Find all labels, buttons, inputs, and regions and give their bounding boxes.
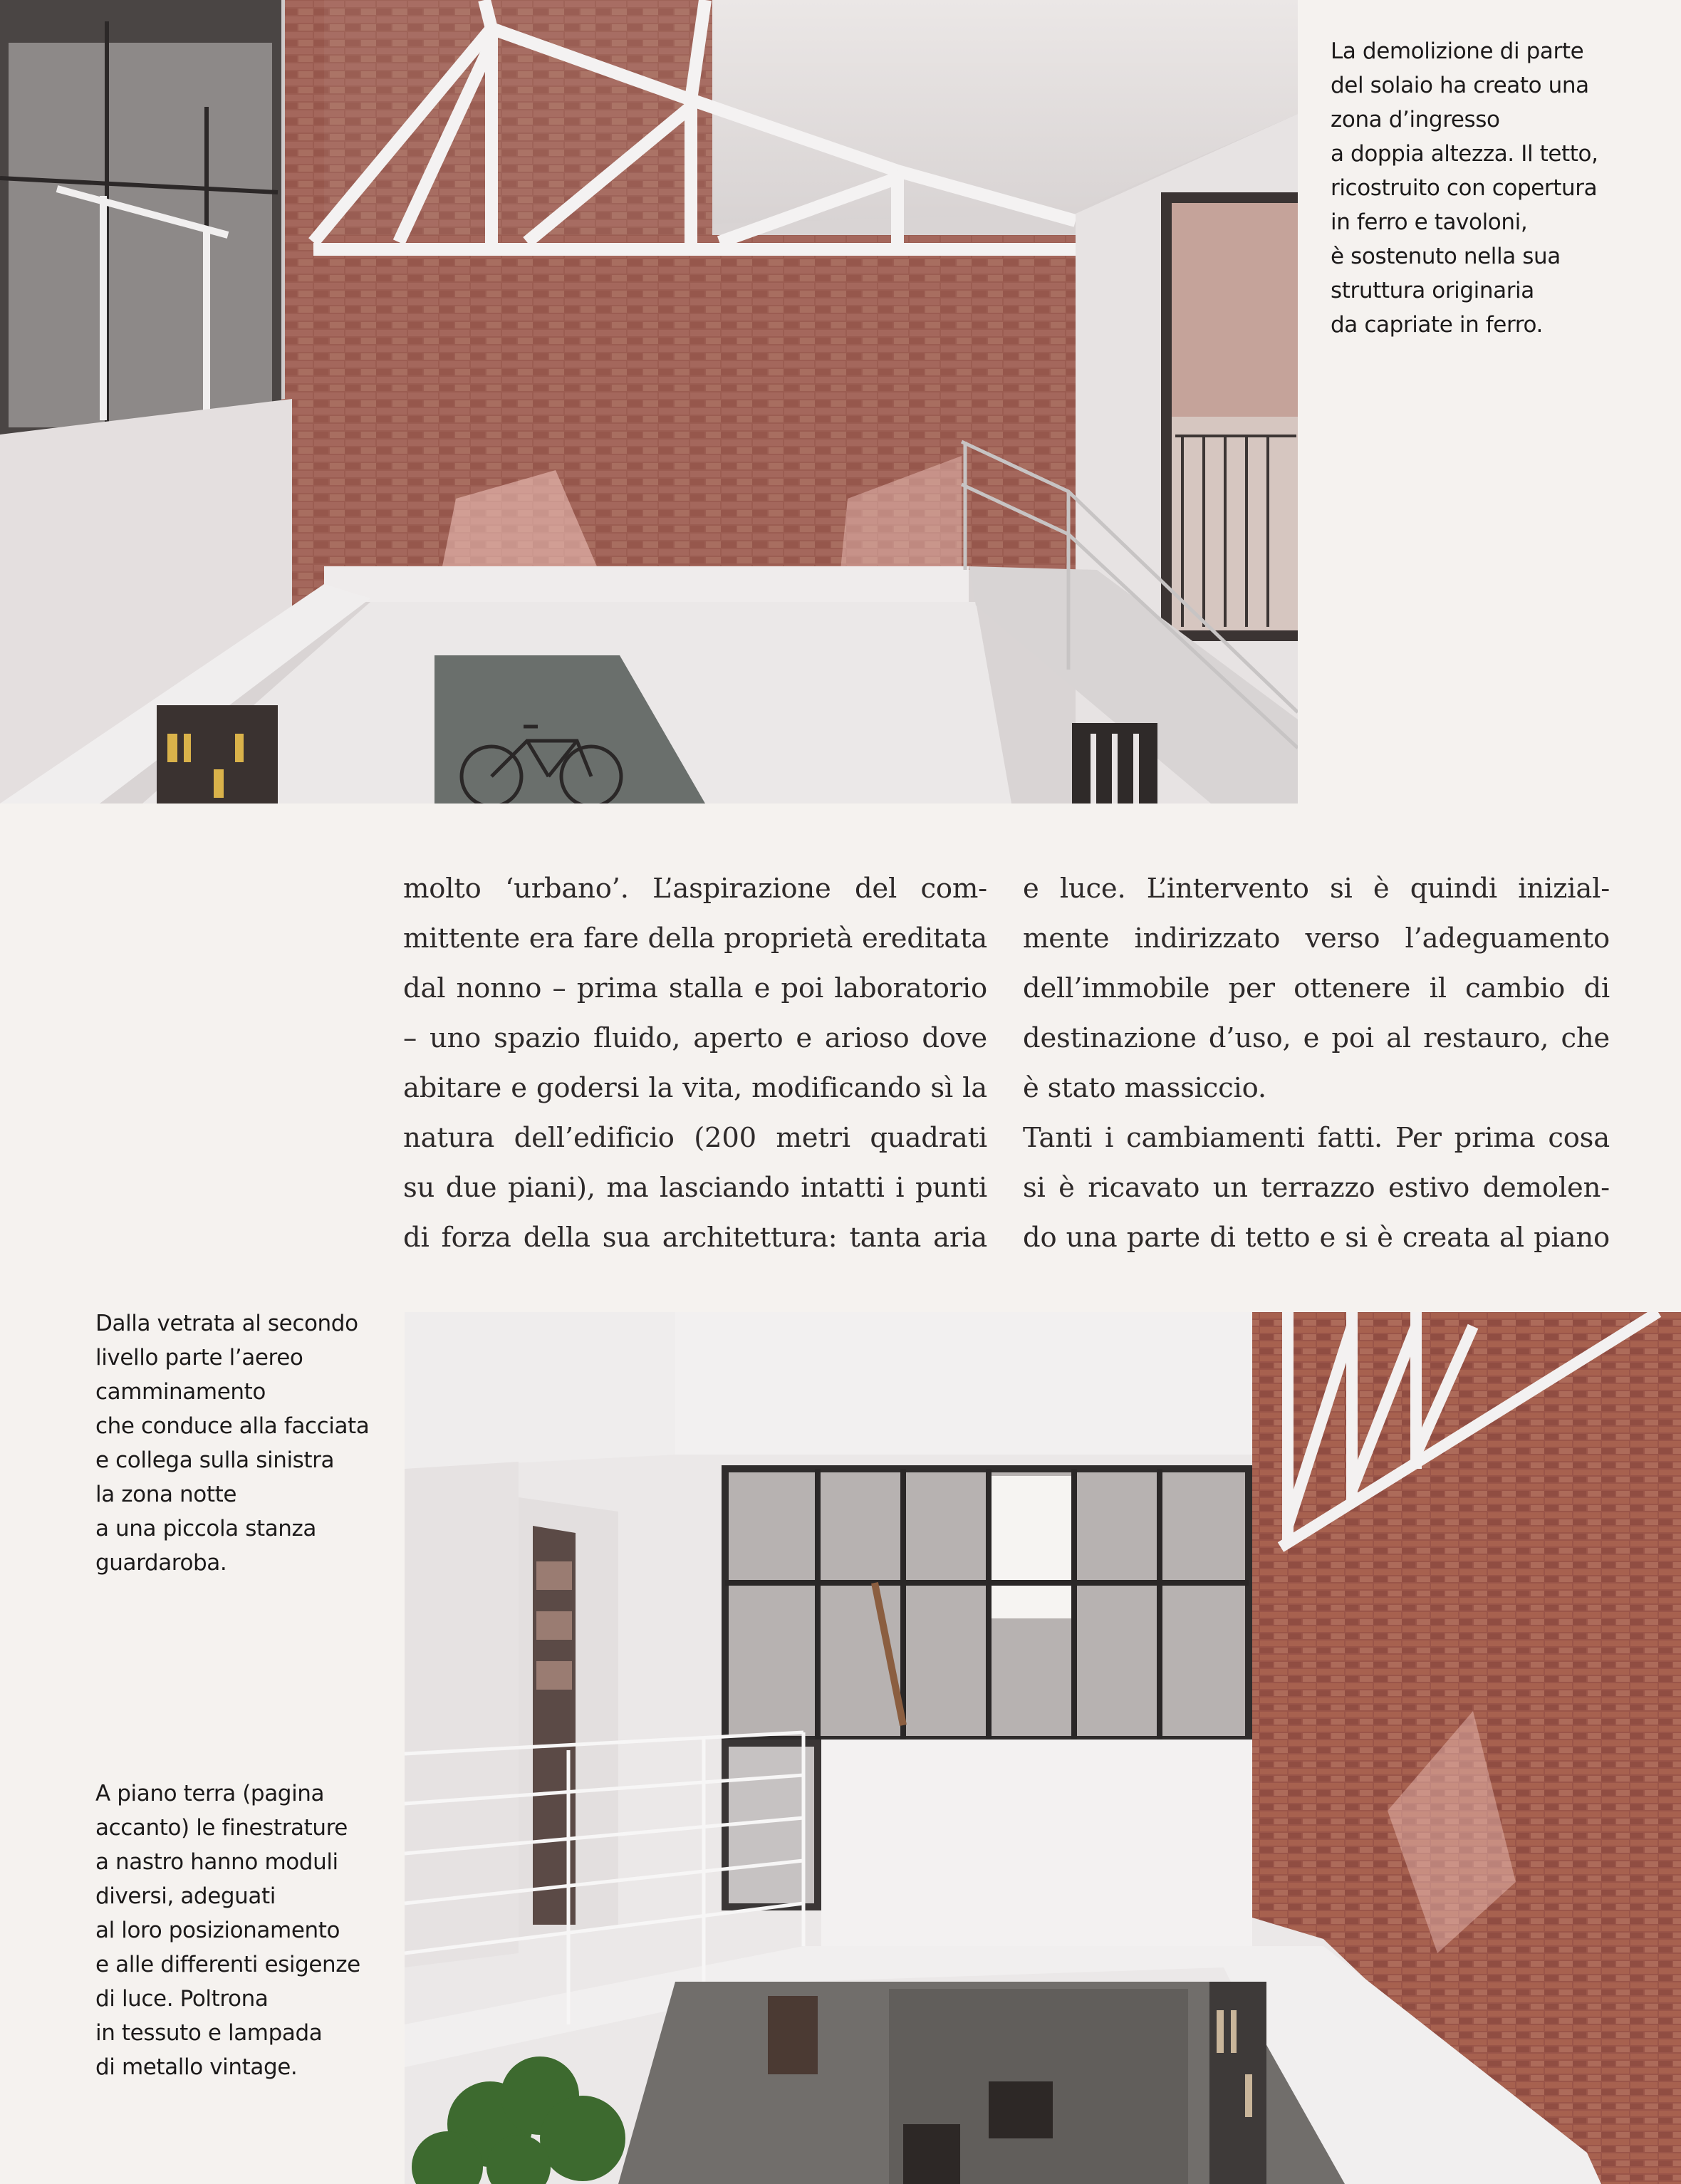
article-line: dell’immobile per ottenere il cambio di (1023, 972, 1610, 1004)
article-line: Tanti i cambiamenti fatti. Per prima cosa (1023, 1122, 1610, 1154)
bottom-photo-walkway (405, 1312, 1681, 2184)
article-line: di forza della sua architettura: tanta aria (403, 1222, 987, 1254)
article-line: dal nonno – prima stalla e poi laboratorio (403, 972, 987, 1004)
article-line: mittente era fare della proprietà ereditata (403, 922, 987, 955)
article-line: e luce. L’intervento si è quindi inizial- (1023, 873, 1610, 905)
caption-left-middle: Dalla vetrata al secondo livello parte l’aereo camminamento che conduce alla facciata e collega sulla sinistra la zona notte a una piccola stanza guardaroba. (95, 1311, 370, 1576)
article-column-2 (1023, 864, 1610, 1263)
article-line: – uno spazio fluido, aperto e arioso dove (403, 1022, 987, 1054)
article-line: destinazione d’uso, e poi al restauro, che (1023, 1022, 1610, 1054)
caption-left-bottom: A piano terra (pagina accanto) le finestrature a nastro hanno moduli diversi, adeguati al loro posizionamento e alle differenti esigenze di luce. Poltrona in tessuto e lampada di metallo vintage. (95, 1781, 360, 2080)
article-column-1 (403, 864, 987, 1263)
caption-top-right: La demolizione di parte del solaio ha creato una zona d’ingresso a doppia altezza. Il tetto, ricostruito con copertura in ferro e tavoloni, è sostenuto nella sua struttura originaria da capriate in ferro. (1331, 38, 1598, 338)
article-line: abitare e godersi la vita, modificando sì la (403, 1072, 987, 1104)
top-photo-entrance (0, 0, 1298, 804)
article-line: mente indirizzato verso l’adeguamento (1023, 922, 1610, 955)
article-line: molto ‘urbano’. L’aspirazione del com- (403, 873, 987, 905)
article-line: do una parte di tetto e si è creata al piano (1023, 1222, 1610, 1254)
article-line: su due piani), ma lasciando intatti i punti (403, 1172, 987, 1204)
article-line: si è ricavato un terrazzo estivo demolen- (1023, 1172, 1610, 1204)
article-line: è stato massiccio. (1023, 1072, 1266, 1104)
article-line: natura dell’edificio (200 metri quadrati (403, 1122, 987, 1154)
